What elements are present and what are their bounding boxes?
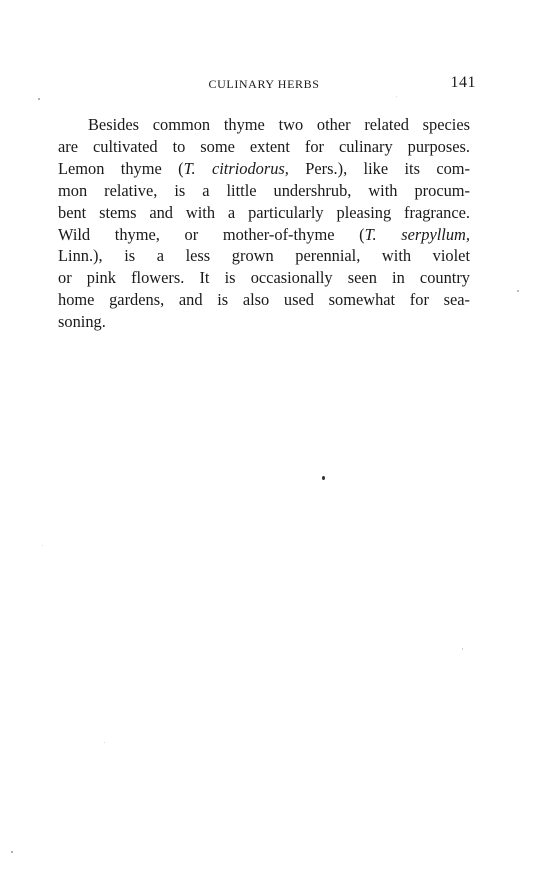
body-paragraph: [58, 114, 470, 333]
text-line: soning.: [58, 312, 106, 332]
scan-speck: [396, 96, 397, 97]
text-line: or pink flowers. It is occasionally seen in country: [58, 268, 470, 288]
text-line: Wild thyme, or mother-of-thyme (T. serpyllum,: [58, 224, 470, 244]
scan-speck: [11, 851, 13, 853]
text-line: mon relative, is a little undershrub, with procum-: [58, 180, 470, 200]
text-line: Besides common thyme two other related species: [88, 115, 470, 134]
scan-speck: [42, 545, 43, 546]
scan-speck: [322, 476, 325, 480]
running-title: CULINARY HERBS: [208, 77, 320, 91]
text-line: Linn.), is a less grown perennial, with violet: [58, 246, 470, 266]
scan-speck: [38, 98, 40, 100]
scan-speck: [104, 742, 105, 743]
page-number: 141: [450, 74, 476, 91]
text-line: Lemon thyme (T. citriodorus, Pers.), like its com-: [58, 158, 471, 178]
running-head: [58, 74, 476, 96]
text-line: home gardens, and is also used somewhat for sea-: [58, 290, 470, 310]
text-line: bent stems and with a particularly pleasing fragrance.: [58, 202, 470, 222]
text-line: are cultivated to some extent for culinary purposes.: [58, 136, 470, 156]
scan-speck: [517, 290, 519, 292]
scan-speck: [462, 648, 463, 650]
